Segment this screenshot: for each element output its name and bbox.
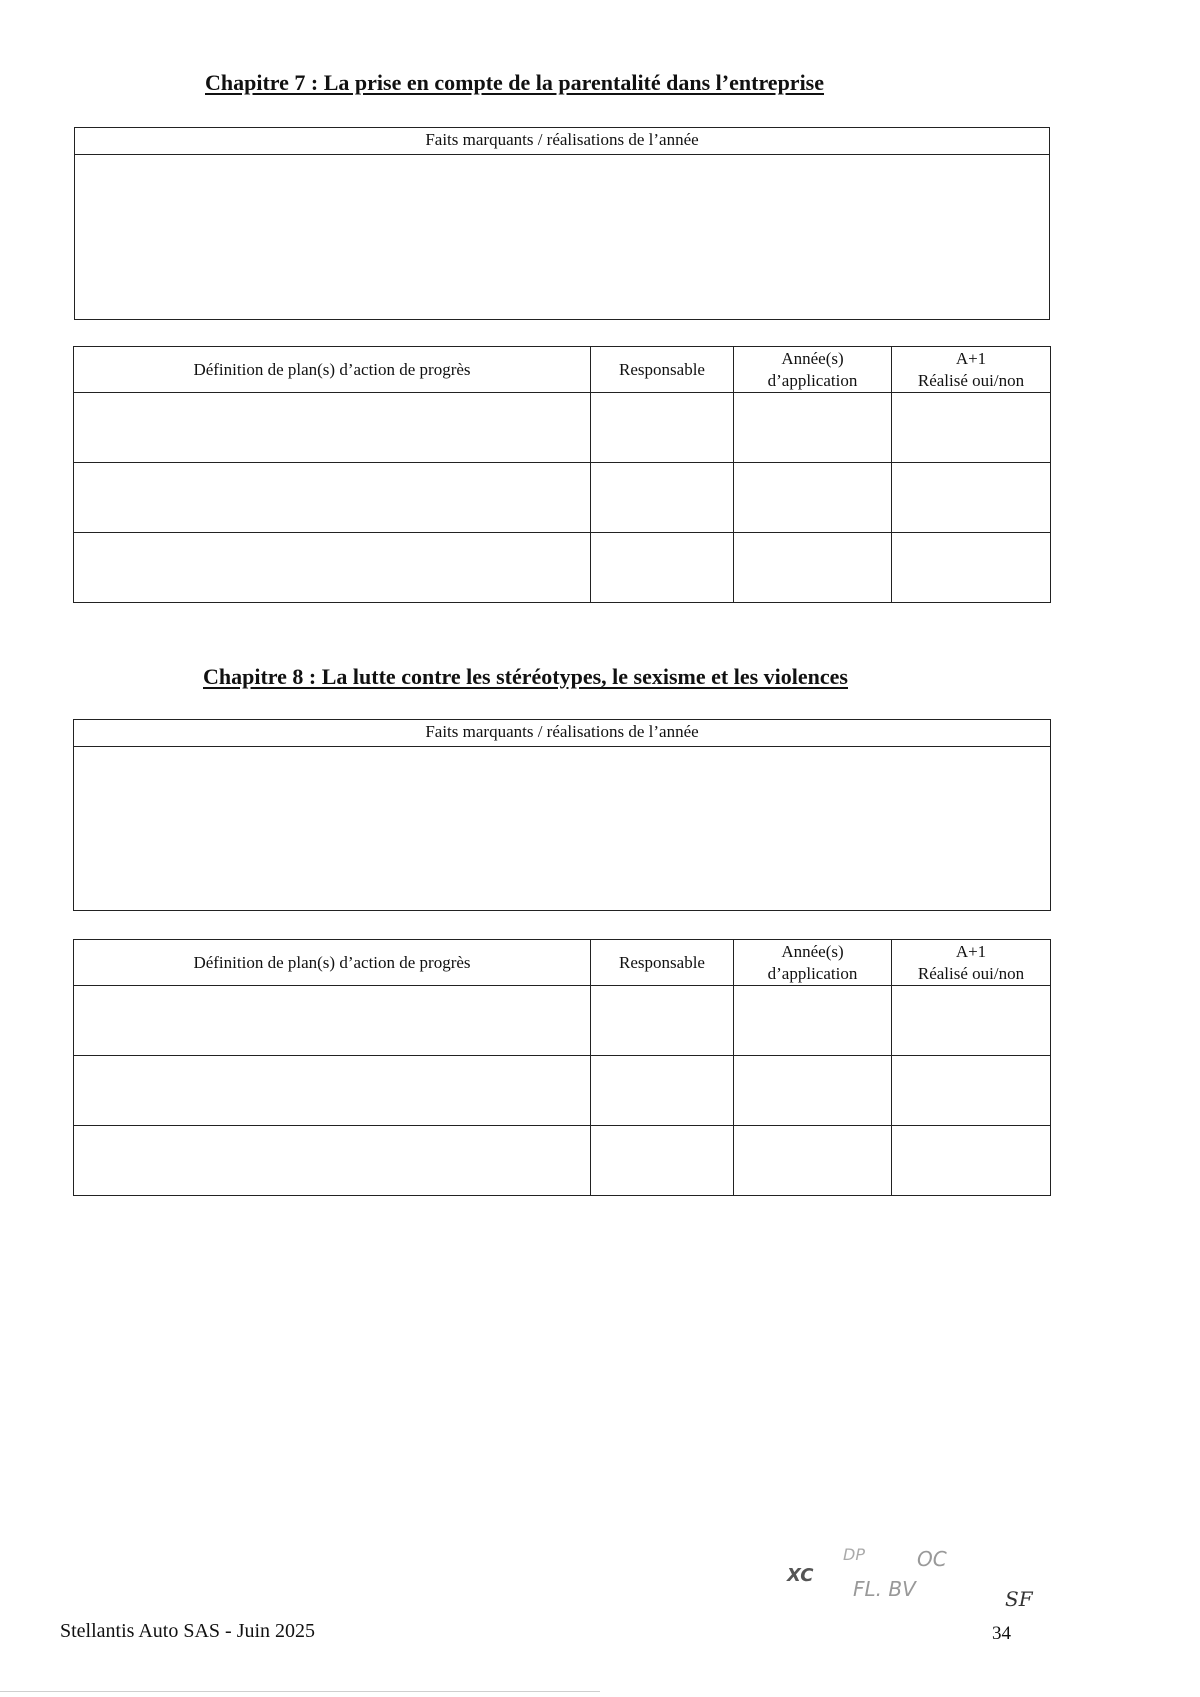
header-annees: Année(s) d’application — [734, 347, 892, 393]
highlights-header: Faits marquants / réalisations de l’année — [75, 128, 1049, 155]
header-definition: Définition de plan(s) d’action de progrès — [74, 347, 591, 393]
table-row — [74, 1056, 1051, 1126]
chapter-7-title: Chapitre 7 : La prise en compte de la parentalité dans l’entreprise — [205, 70, 825, 95]
handwritten-initials-xc: XC — [787, 1565, 814, 1586]
handwritten-initials-fl-bv: FL. BV — [853, 1577, 916, 1601]
table-row — [74, 533, 1051, 603]
handwritten-initials-dp: DP — [843, 1545, 865, 1564]
chapter-8-action-plan-table — [73, 939, 1051, 1196]
table-row — [74, 986, 1051, 1056]
table-row — [74, 463, 1051, 533]
chapter-8-title: Chapitre 8 : La lutte contre les stéréotypes, le sexisme et les violences — [203, 664, 848, 689]
chapter-8-highlights-box — [73, 719, 1051, 911]
handwritten-initials-sf: SF — [1005, 1587, 1033, 1611]
table-row — [74, 1126, 1051, 1196]
footer-company-date: Stellantis Auto SAS - Juin 2025 — [60, 1620, 316, 1642]
header-responsable: Responsable — [591, 347, 734, 393]
handwritten-initials-oc: OC — [917, 1547, 947, 1571]
scan-edge-line — [0, 1691, 600, 1692]
highlights-header: Faits marquants / réalisations de l’année — [74, 720, 1050, 747]
table-header-row — [74, 940, 1051, 986]
header-realise: A+1 Réalisé oui/non — [892, 940, 1051, 986]
table-header-row — [74, 347, 1051, 393]
header-definition: Définition de plan(s) d’action de progrès — [74, 940, 591, 986]
header-realise: A+1 Réalisé oui/non — [892, 347, 1051, 393]
page-number: 34 — [992, 1623, 1011, 1644]
chapter-7-highlights-box — [74, 127, 1050, 320]
chapter-7-action-plan-table — [73, 346, 1051, 603]
table-row — [74, 393, 1051, 463]
header-responsable: Responsable — [591, 940, 734, 986]
header-annees: Année(s) d’application — [734, 940, 892, 986]
